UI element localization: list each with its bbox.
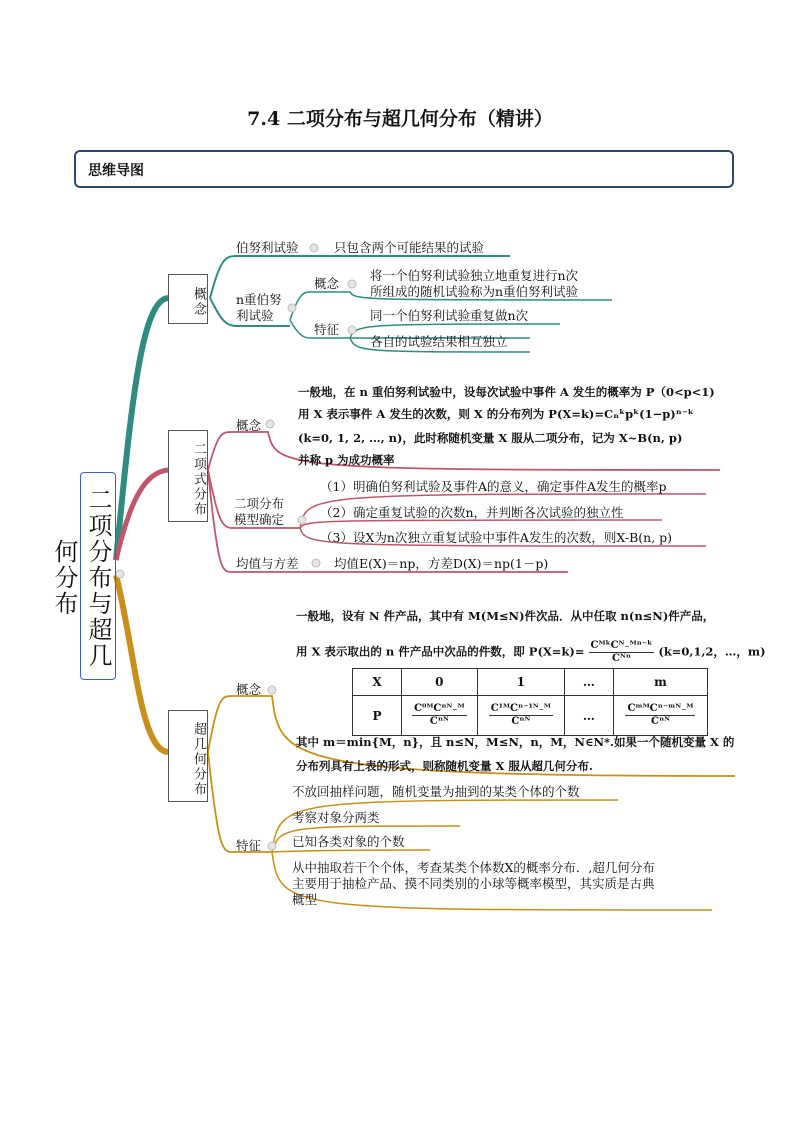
n-repeat-feature-label: 特征 <box>314 322 340 337</box>
binomial-def-line1: 一般地，在 n 重伯努利试验中，设每次试验中事件 A 发生的概率为 P（0<p<1) <box>298 385 715 399</box>
binomial-model-label-1: 二项分布 <box>234 496 285 511</box>
hyper-feature-2: 考察对象分两类 <box>292 810 380 825</box>
binomial-mean-text: 均值E(X)＝np，方差D(X)＝np(1－p) <box>334 556 549 571</box>
hyper-def-line2-tail: (k=0,1,2，…，m) <box>658 644 766 659</box>
n-repeat-label-1: n重伯努 <box>236 292 282 307</box>
table-header-cell: m <box>613 669 707 696</box>
table-prob-cell <box>402 696 478 736</box>
hyper-feature-label: 特征 <box>236 838 262 853</box>
n-repeat-feature-1: 同一个伯努利试验重复做n次 <box>370 308 529 323</box>
concept-branch-box: 概念 <box>168 274 208 324</box>
table-prob-cell <box>477 696 564 736</box>
table-prob-cell: … <box>564 696 613 736</box>
binomial-model-label-2: 模型确定 <box>234 512 285 527</box>
hyper-concept-label: 概念 <box>236 682 262 697</box>
root-node: 二项分布与超几何分布 <box>80 472 116 680</box>
table-header-cell: X <box>353 669 402 696</box>
n-repeat-concept-line2: 所组成的随机试验称为n重伯努利试验 <box>370 284 579 299</box>
frac-num: CᵐᴹCⁿ⁻ᵐᴺ₋ᴹ <box>627 703 694 714</box>
binomial-def-line4: 并称 p 为成功概率 <box>298 453 395 467</box>
frac-num: C⁰ᴹCⁿᴺ₋ᴹ <box>414 703 465 714</box>
hyper-def-line3: 其中 m＝min{M，n}，且 n≤N，M≤N，n，M，N∈N*.如果一个随机变量 X 的 <box>296 735 735 749</box>
binomial-branch-box: 二项式分布 <box>168 430 208 522</box>
binomial-mean-label: 均值与方差 <box>236 556 299 571</box>
n-repeat-concept-label: 概念 <box>314 276 340 291</box>
hyper-def-frac-den: Cᴺⁿ <box>611 653 631 664</box>
hyper-feature-4a: 从中抽取若干个个体，考查某类个体数X的概率分布．,超几何分布 <box>292 860 655 875</box>
frac-num: C¹ᴹCⁿ⁻¹ᴺ₋ᴹ <box>490 703 551 714</box>
binomial-def-line3: (k=0, 1, 2, …, n)，此时称随机变量 X 服从二项分布，记为 X~B(n, p) <box>298 431 683 445</box>
frac-den: Cⁿᴺ <box>511 716 531 727</box>
n-repeat-concept-line1: 将一个伯努利试验独立地重复进行n次 <box>370 268 579 283</box>
table-header-cell: 0 <box>402 669 478 696</box>
binomial-concept-label: 概念 <box>236 418 262 433</box>
hyper-distribution-table <box>352 668 708 736</box>
hyper-feature-3: 已知各类对象的个数 <box>292 834 405 849</box>
hyper-branch-box: 超几何分布 <box>168 710 208 802</box>
binomial-def-line2: 用 X 表示事件 A 发生的次数，则 X 的分布列为 P(X=k)=Cₙᵏpᵏ(1−p)ⁿ⁻ᵏ <box>298 407 694 421</box>
hyper-feature-4b: 主要用于抽检产品、摸不同类别的小球等概率模型，其实质是古典 <box>292 876 655 891</box>
hyper-def-frac-num: CᴹᵏCᴺ₋ᴹⁿ⁻ᵏ <box>590 640 653 651</box>
page-title: 7.4 二项分布与超几何分布（精讲） <box>247 108 553 130</box>
n-repeat-feature-2: 各自的试验结果相互独立 <box>370 334 508 349</box>
hyper-def-fraction <box>589 640 655 665</box>
table-header-cell: 1 <box>477 669 564 696</box>
table-prob-cell <box>613 696 707 736</box>
table-p-cell: P <box>353 696 402 736</box>
hyper-feature-1: 不放回抽样问题，随机变量为抽到的某类个体的个数 <box>292 784 580 799</box>
n-repeat-label-2: 利试验 <box>236 308 274 323</box>
frac-den: Cⁿᴺ <box>650 716 670 727</box>
section-label: 思维导图 <box>88 163 144 179</box>
hyper-feature-4c: 概型 <box>292 892 318 907</box>
bernoulli-desc: 只包含两个可能结果的试验 <box>334 240 485 255</box>
frac-den: Cⁿᴺ <box>429 716 449 727</box>
hyper-def-line2 <box>296 640 766 665</box>
binomial-model-step-3: （3）设X为n次独立重复试验中事件A发生的次数，则X-B(n, p) <box>320 530 673 545</box>
bernoulli-label: 伯努利试验 <box>236 240 299 255</box>
hyper-def-line1: 一般地，设有 N 件产品，其中有 M(M≤N)件次品．从中任取 n(n≤N)件产品， <box>296 609 715 623</box>
binomial-model-step-2: （2）确定重复试验的次数n，并判断各次试验的独立性 <box>320 505 624 520</box>
binomial-model-step-1: （1）明确伯努利试验及事件A的意义，确定事件A发生的概率p <box>320 479 667 494</box>
table-row <box>353 696 708 736</box>
table-row <box>353 669 708 696</box>
hyper-def-line4: 分布列具有上表的形式，则称随机变量 X 服从超几何分布. <box>296 759 593 773</box>
hyper-def-line2-text: 用 X 表示取出的 n 件产品中次品的件数，即 P(X=k)= <box>296 644 585 659</box>
table-header-cell: … <box>564 669 613 696</box>
